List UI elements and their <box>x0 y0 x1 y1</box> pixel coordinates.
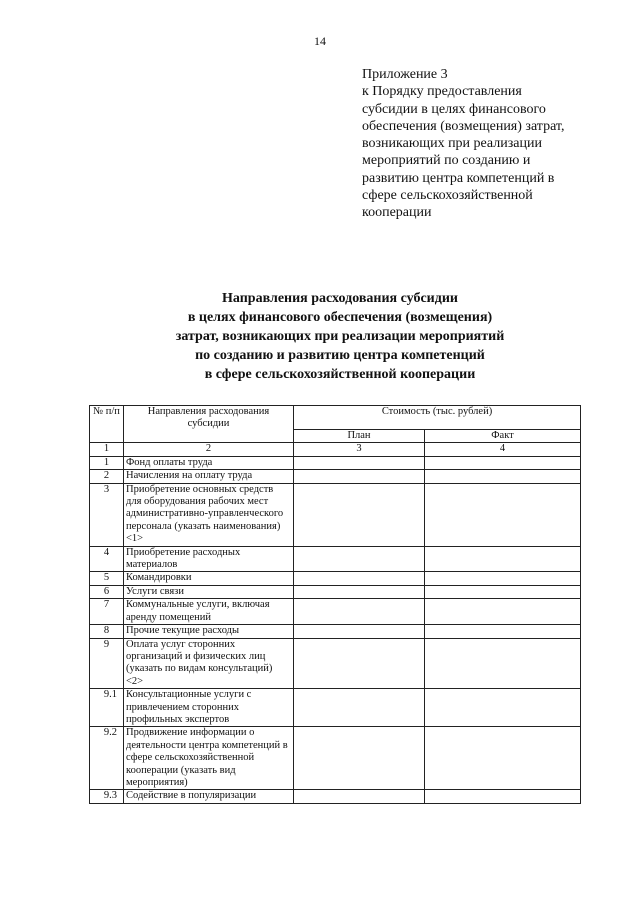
table-row <box>90 585 581 598</box>
row-direction: Приобретение основных средств для оборудования рабочих мест административно-управленческого персонала (указать наименования) <1> <box>124 483 294 546</box>
header-row <box>90 406 581 430</box>
row-plan-value <box>294 470 425 483</box>
row-fact-value <box>425 727 581 790</box>
row-plan-value <box>294 585 425 598</box>
table-row <box>90 546 581 572</box>
column-number: 4 <box>425 443 581 456</box>
row-direction: Фонд оплаты труда <box>124 456 294 469</box>
row-plan-value <box>294 456 425 469</box>
row-plan-value <box>294 599 425 625</box>
row-direction: Коммунальные услуги, включая аренду помещений <box>124 599 294 625</box>
row-direction: Содействие в популяризации <box>124 790 294 803</box>
row-direction: Прочие текущие расходы <box>124 625 294 638</box>
document-title <box>60 289 620 384</box>
header-fact: Факт <box>425 430 581 443</box>
page-number: 14 <box>314 34 326 48</box>
row-fact-value <box>425 546 581 572</box>
table-row <box>90 790 581 803</box>
row-number: 2 <box>90 470 124 483</box>
title-line: по созданию и развитию центра компетенций <box>195 348 485 363</box>
table-row <box>90 727 581 790</box>
appendix-line: развитию центра компетенций в <box>362 170 555 186</box>
row-plan-value <box>294 483 425 546</box>
row-fact-value <box>425 572 581 585</box>
row-plan-value <box>294 727 425 790</box>
row-plan-value <box>294 625 425 638</box>
row-fact-value <box>425 470 581 483</box>
table-row <box>90 689 581 727</box>
row-number: 6 <box>90 585 124 598</box>
column-number: 1 <box>90 443 124 456</box>
row-direction: Оплата услуг сторонних организаций и физических лиц (указать по видам консультаций) <2> <box>124 638 294 689</box>
appendix-line: обеспечения (возмещения) затрат, <box>362 118 565 134</box>
row-fact-value <box>425 483 581 546</box>
appendix-line: кооперации <box>362 205 432 221</box>
row-number: 7 <box>90 599 124 625</box>
table-row <box>90 470 581 483</box>
row-fact-value <box>425 585 581 598</box>
row-number: 4 <box>90 546 124 572</box>
row-number: 1 <box>90 456 124 469</box>
header-plan: План <box>294 430 425 443</box>
title-line: Направления расходования субсидии <box>222 291 458 306</box>
row-plan-value <box>294 638 425 689</box>
table-row <box>90 483 581 546</box>
row-direction: Консультационные услуги с привлечением сторонних профильных экспертов <box>124 689 294 727</box>
row-number: 3 <box>90 483 124 546</box>
appendix-note <box>362 66 622 222</box>
table-row <box>90 599 581 625</box>
row-number: 9.3 <box>90 790 124 803</box>
column-number-row <box>90 443 581 456</box>
appendix-line: мероприятий по созданию и <box>362 153 531 169</box>
row-plan-value <box>294 689 425 727</box>
row-plan-value <box>294 572 425 585</box>
appendix-line: возникающих при реализации <box>362 136 542 152</box>
appendix-line: сфере сельскохозяйственной <box>362 188 533 204</box>
row-fact-value <box>425 689 581 727</box>
row-fact-value <box>425 456 581 469</box>
expenses-table <box>89 405 581 804</box>
expenses-table-body <box>90 406 581 804</box>
row-direction: Командировки <box>124 572 294 585</box>
row-direction: Приобретение расходных материалов <box>124 546 294 572</box>
title-line: в целях финансового обеспечения (возмещения) <box>187 310 493 325</box>
table-row <box>90 456 581 469</box>
title-line: затрат, возникающих при реализации мероприятий <box>175 329 505 344</box>
appendix-line: субсидии в целях финансового <box>362 101 546 117</box>
column-number: 2 <box>124 443 294 456</box>
appendix-line: Приложение 3 <box>362 67 448 82</box>
row-direction: Продвижение информации о деятельности центра компетенций в сфере сельскохозяйственной кооперации (указать вид мероприятия) <box>124 727 294 790</box>
row-fact-value <box>425 625 581 638</box>
row-number: 5 <box>90 572 124 585</box>
table-row <box>90 625 581 638</box>
column-number: 3 <box>294 443 425 456</box>
row-number: 9 <box>90 638 124 689</box>
table-row <box>90 572 581 585</box>
row-fact-value <box>425 790 581 803</box>
row-number: 9.2 <box>90 727 124 790</box>
header-direction: Направления расходования субсидии <box>124 406 294 443</box>
appendix-line: к Порядку предоставления <box>362 84 522 100</box>
row-plan-value <box>294 790 425 803</box>
row-fact-value <box>425 638 581 689</box>
row-plan-value <box>294 546 425 572</box>
title-line: в сфере сельскохозяйственной кооперации <box>204 367 476 382</box>
header-num: № п/п <box>90 406 124 443</box>
row-fact-value <box>425 599 581 625</box>
row-direction: Услуги связи <box>124 585 294 598</box>
row-number: 8 <box>90 625 124 638</box>
row-number: 9.1 <box>90 689 124 727</box>
row-direction: Начисления на оплату труда <box>124 470 294 483</box>
header-cost: Стоимость (тыс. рублей) <box>294 406 581 430</box>
table-row <box>90 638 581 689</box>
